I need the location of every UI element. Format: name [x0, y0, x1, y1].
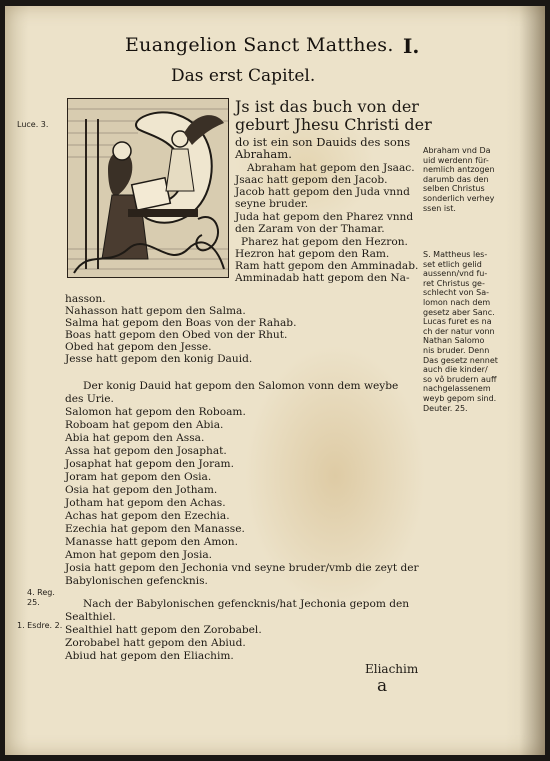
verse-line: des Urie.	[65, 393, 114, 405]
verse-line: Osia hat gepom den Jotham.	[65, 484, 218, 496]
side-note-line: Das gesetz nennet	[423, 355, 498, 365]
verse-line: Jesse hatt gepom den konig Dauid.	[65, 353, 253, 365]
side-note-line: Deuter. 25.	[423, 403, 468, 413]
side-note-line: set etlich gelid	[423, 259, 482, 269]
side-note-line: Nathan Salomo	[423, 336, 485, 346]
side-note-line: nis bruder. Denn	[423, 346, 490, 355]
margin-reference: 1. Esdre. 2.	[17, 621, 63, 630]
catchword: Eliachim	[365, 662, 419, 676]
verse-line: Joram hat gepom den Osia.	[65, 471, 212, 483]
side-note-line: so vô brudern auff	[423, 374, 497, 384]
verse-line: den Zaram von der Thamar.	[235, 223, 385, 235]
margin-reference: Luce. 3.	[17, 120, 49, 129]
chapter-title: Das erst Capitel.	[171, 66, 316, 86]
verse-line: hasson.	[65, 293, 106, 305]
verse-line: Amminadab hatt gepom den Na-	[235, 272, 410, 284]
woodcut-evangelist-angel-image	[68, 99, 228, 277]
verse-line: Nahasson hatt gepom den Salma.	[65, 305, 246, 317]
verse-line: Sealthiel hatt gepom den Zorobabel.	[65, 624, 262, 636]
verse-line: Juda hat gepom den Pharez vnnd	[235, 211, 414, 223]
side-note-line: nemlich antzogen	[423, 165, 495, 175]
opening-line: Js ist das buch von der	[235, 97, 419, 116]
side-note-line: ret Christus ge-	[423, 278, 485, 288]
side-note-line: ssen ist.	[423, 203, 456, 213]
woodcut-initial-illustration	[67, 98, 229, 278]
side-note-line: sonderlich verhey	[423, 194, 495, 203]
margin-reference: 4. Reg.	[27, 588, 55, 597]
verse-line: Josaphat hat gepom den Joram.	[65, 458, 234, 470]
verse-line: Achas hat gepom den Ezechia.	[65, 510, 230, 522]
verse-line: Obed hat gepom den Jesse.	[65, 341, 212, 353]
signature-mark: a	[377, 676, 388, 696]
verse-line: Amon hat gepom den Josia.	[65, 549, 213, 561]
side-note-line: nachgelassenem	[423, 384, 491, 394]
side-note-line: schlecht von Sa-	[423, 288, 490, 298]
verse-line: Pharez hat gepom den Hezron.	[241, 236, 408, 248]
side-note-line: aussenn/vnd fu-	[423, 269, 488, 279]
verse-line: Josia hatt gepom den Jechonia vnd seyne bruder/vmb die zeyt der	[65, 562, 419, 574]
verse-line: Boas hatt gepom den Obed von der Rhut.	[65, 329, 288, 341]
verse-line: Nach der Babylonischen gefencknis/hat Jechonia gepom den	[83, 598, 410, 610]
verse-line: Der konig Dauid hat gepom den Salomon vonn dem weybe	[83, 380, 399, 392]
side-note-line: selben Christus	[423, 184, 485, 194]
verse-line: Manasse hatt gepom den Amon.	[65, 536, 238, 548]
side-note-line: weyb gepom sind.	[423, 394, 497, 403]
verse-line: Ram hatt gepom den Amminadab.	[235, 260, 419, 272]
verse-line: Sealthiel.	[65, 611, 116, 623]
verse-line: Salma hat gepom den Boas von der Rahab.	[65, 317, 297, 329]
verse-line: Jacob hatt gepom den Juda vnnd	[235, 186, 410, 198]
opening-line: do ist ein son Dauids des sons	[235, 135, 411, 149]
verse-line: Abraham hat gepom den Jsaac.	[247, 162, 415, 174]
book-page	[5, 6, 545, 755]
side-note-line: lomon nach dem	[423, 298, 491, 307]
opening-line: Abraham.	[235, 147, 292, 161]
side-note-line: S. Mattheus les-	[423, 250, 488, 259]
side-note-line: darumb das den	[423, 174, 489, 184]
side-note-line: auch die kinder/	[423, 365, 488, 375]
verse-line: Abia hat gepom den Assa.	[65, 432, 205, 444]
verse-line: Babylonischen gefencknis.	[65, 575, 208, 587]
side-note-line: ch der natur vonn	[423, 326, 495, 336]
side-note-line: Abraham vnd Da	[423, 146, 491, 155]
margin-reference: 25.	[27, 598, 40, 607]
verse-line: Salomon hat gepom den Roboam.	[65, 406, 246, 418]
verse-line: seyne bruder.	[235, 198, 309, 210]
verse-line: Abiud hat gepom den Eliachim.	[65, 650, 234, 662]
verse-line: Jotham hat gepom den Achas.	[65, 497, 226, 509]
folio-number: I.	[403, 34, 420, 58]
verse-line: Zorobabel hatt gepom den Abiud.	[65, 637, 246, 649]
side-note-line: Lucas furet es na	[423, 317, 492, 327]
running-title: Euangelion Sanct Matthes.	[125, 34, 394, 56]
verse-line: Hezron hat gepom den Ram.	[235, 248, 390, 260]
verse-line: Assa hat gepom den Josaphat.	[65, 445, 227, 457]
verse-line: Jsaac hatt gepom den Jacob.	[235, 174, 388, 186]
side-note-line: uid werdenn für-	[423, 155, 489, 165]
opening-line: geburt Jhesu Christi der	[235, 115, 432, 134]
verse-line: Roboam hat gepom den Abia.	[65, 419, 224, 431]
side-note-line: gesetz aber Sanc.	[423, 307, 495, 317]
verse-line: Ezechia hat gepom den Manasse.	[65, 523, 245, 535]
